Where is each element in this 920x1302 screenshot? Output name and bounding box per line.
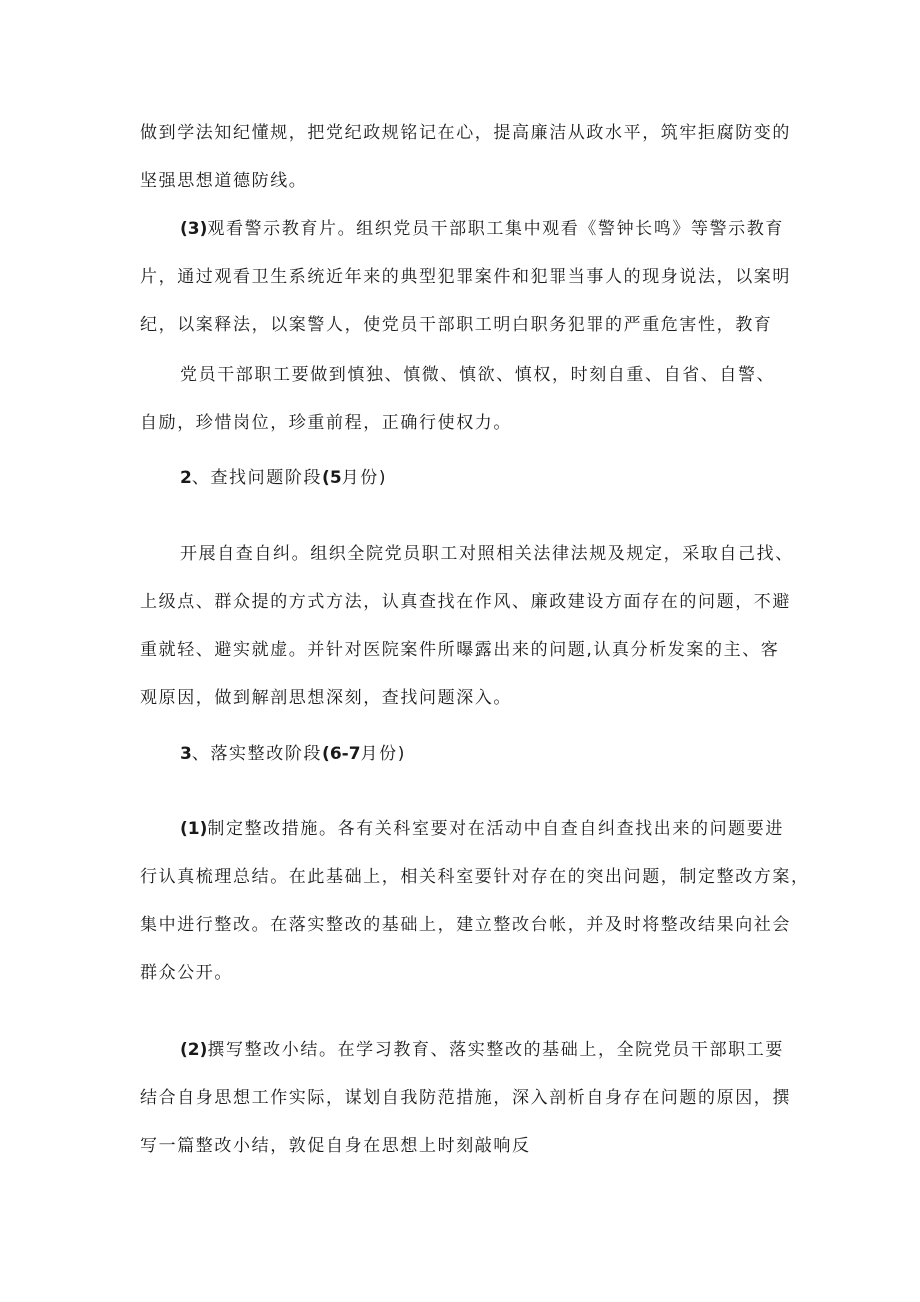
section-heading-3-text: 、落实整改阶段 <box>191 744 323 764</box>
paragraph-3-line-1: 党员干部职工要做到慎独、慎微、慎欲、慎权，时刻自重、自省、自警、 <box>180 365 776 385</box>
paragraph-2-line-2: 片，通过观看卫生系统近年来的典型犯罪案件和犯罪当事人的现身说法，以案明 <box>140 267 791 287</box>
paragraph-5-line-1-text: 制定整改措施。各有关科室要对在活动中自查自纠查找出来的问题要进 <box>207 819 784 839</box>
paragraph-1-line-1: 做到学法知纪懂规，把党纪政规铭记在心，提高廉洁从政水平，筑牢拒腐防变的 <box>140 123 791 143</box>
paragraph-2-marker: (3) <box>180 219 208 239</box>
section-heading-2-number: 2 <box>180 468 192 488</box>
section-heading-3 <box>180 743 406 765</box>
paragraph-4-line-1: 开展自查自纠。组织全院党员职工对照相关法律法规及规定，采取自己找、 <box>180 544 794 564</box>
paragraph-6-line-2: 结合自身思想工作实际，谋划自我防范措施，深入剖析自身存在问题的原因，撰 <box>140 1088 791 1108</box>
paragraph-2-line-3: 纪，以案释法，以案警人，使党员干部职工明白职务犯罪的严重危害性，教育 <box>140 315 773 335</box>
paragraph-1-line-2: 坚强思想道德防线。 <box>140 171 308 191</box>
paragraph-5-line-3: 集中进行整改。在落实整改的基础上，建立整改台帐，并及时将整改结果向社会 <box>140 915 791 935</box>
section-heading-2-month: 月份) <box>341 468 388 488</box>
paragraph-6-line-1 <box>180 1039 784 1061</box>
paragraph-6-line-1-text: 撰写整改小结。在学习教育、落实整改的基础上，全院党员干部职工要 <box>207 1040 784 1060</box>
section-heading-2-paren: (5 <box>322 468 342 488</box>
paragraph-5-line-2: 行认真梳理总结。在此基础上，相关科室要针对存在的突出问题，制定整改方案， <box>140 867 810 887</box>
paragraph-4-line-4: 观原因，做到解剖思想深刻，查找问题深入。 <box>140 688 512 708</box>
section-heading-3-paren: (6-7 <box>322 744 361 764</box>
section-heading-3-month: 月份) <box>360 744 406 764</box>
paragraph-6-marker: (2) <box>180 1040 208 1060</box>
paragraph-5-line-1 <box>180 818 784 840</box>
section-heading-2-text: 、查找问题阶段 <box>191 468 323 488</box>
paragraph-5-line-4: 群众公开。 <box>140 963 233 983</box>
paragraph-4-line-2: 上级点、群众提的方式方法，认真查找在作风、廉政建设方面存在的问题，不避 <box>140 592 791 612</box>
paragraph-5-marker: (1) <box>180 819 208 839</box>
section-heading-3-number: 3 <box>180 744 192 764</box>
paragraph-4-line-3: 重就轻、避实就虚。并针对医院案件所曝露出来的问题,认真分析发案的主、客 <box>140 640 780 660</box>
paragraph-3-line-2: 自励，珍惜岗位，珍重前程，正确行使权力。 <box>140 413 512 433</box>
paragraph-6-line-3: 写一篇整改小结，敦促自身在思想上时刻敲响反 <box>140 1136 531 1156</box>
paragraph-2-line-1-text: 观看警示教育片。组织党员干部职工集中观看《警钟长鸣》等警示教育 <box>207 219 784 239</box>
section-heading-2 <box>180 467 387 489</box>
paragraph-2-line-1 <box>180 218 784 240</box>
